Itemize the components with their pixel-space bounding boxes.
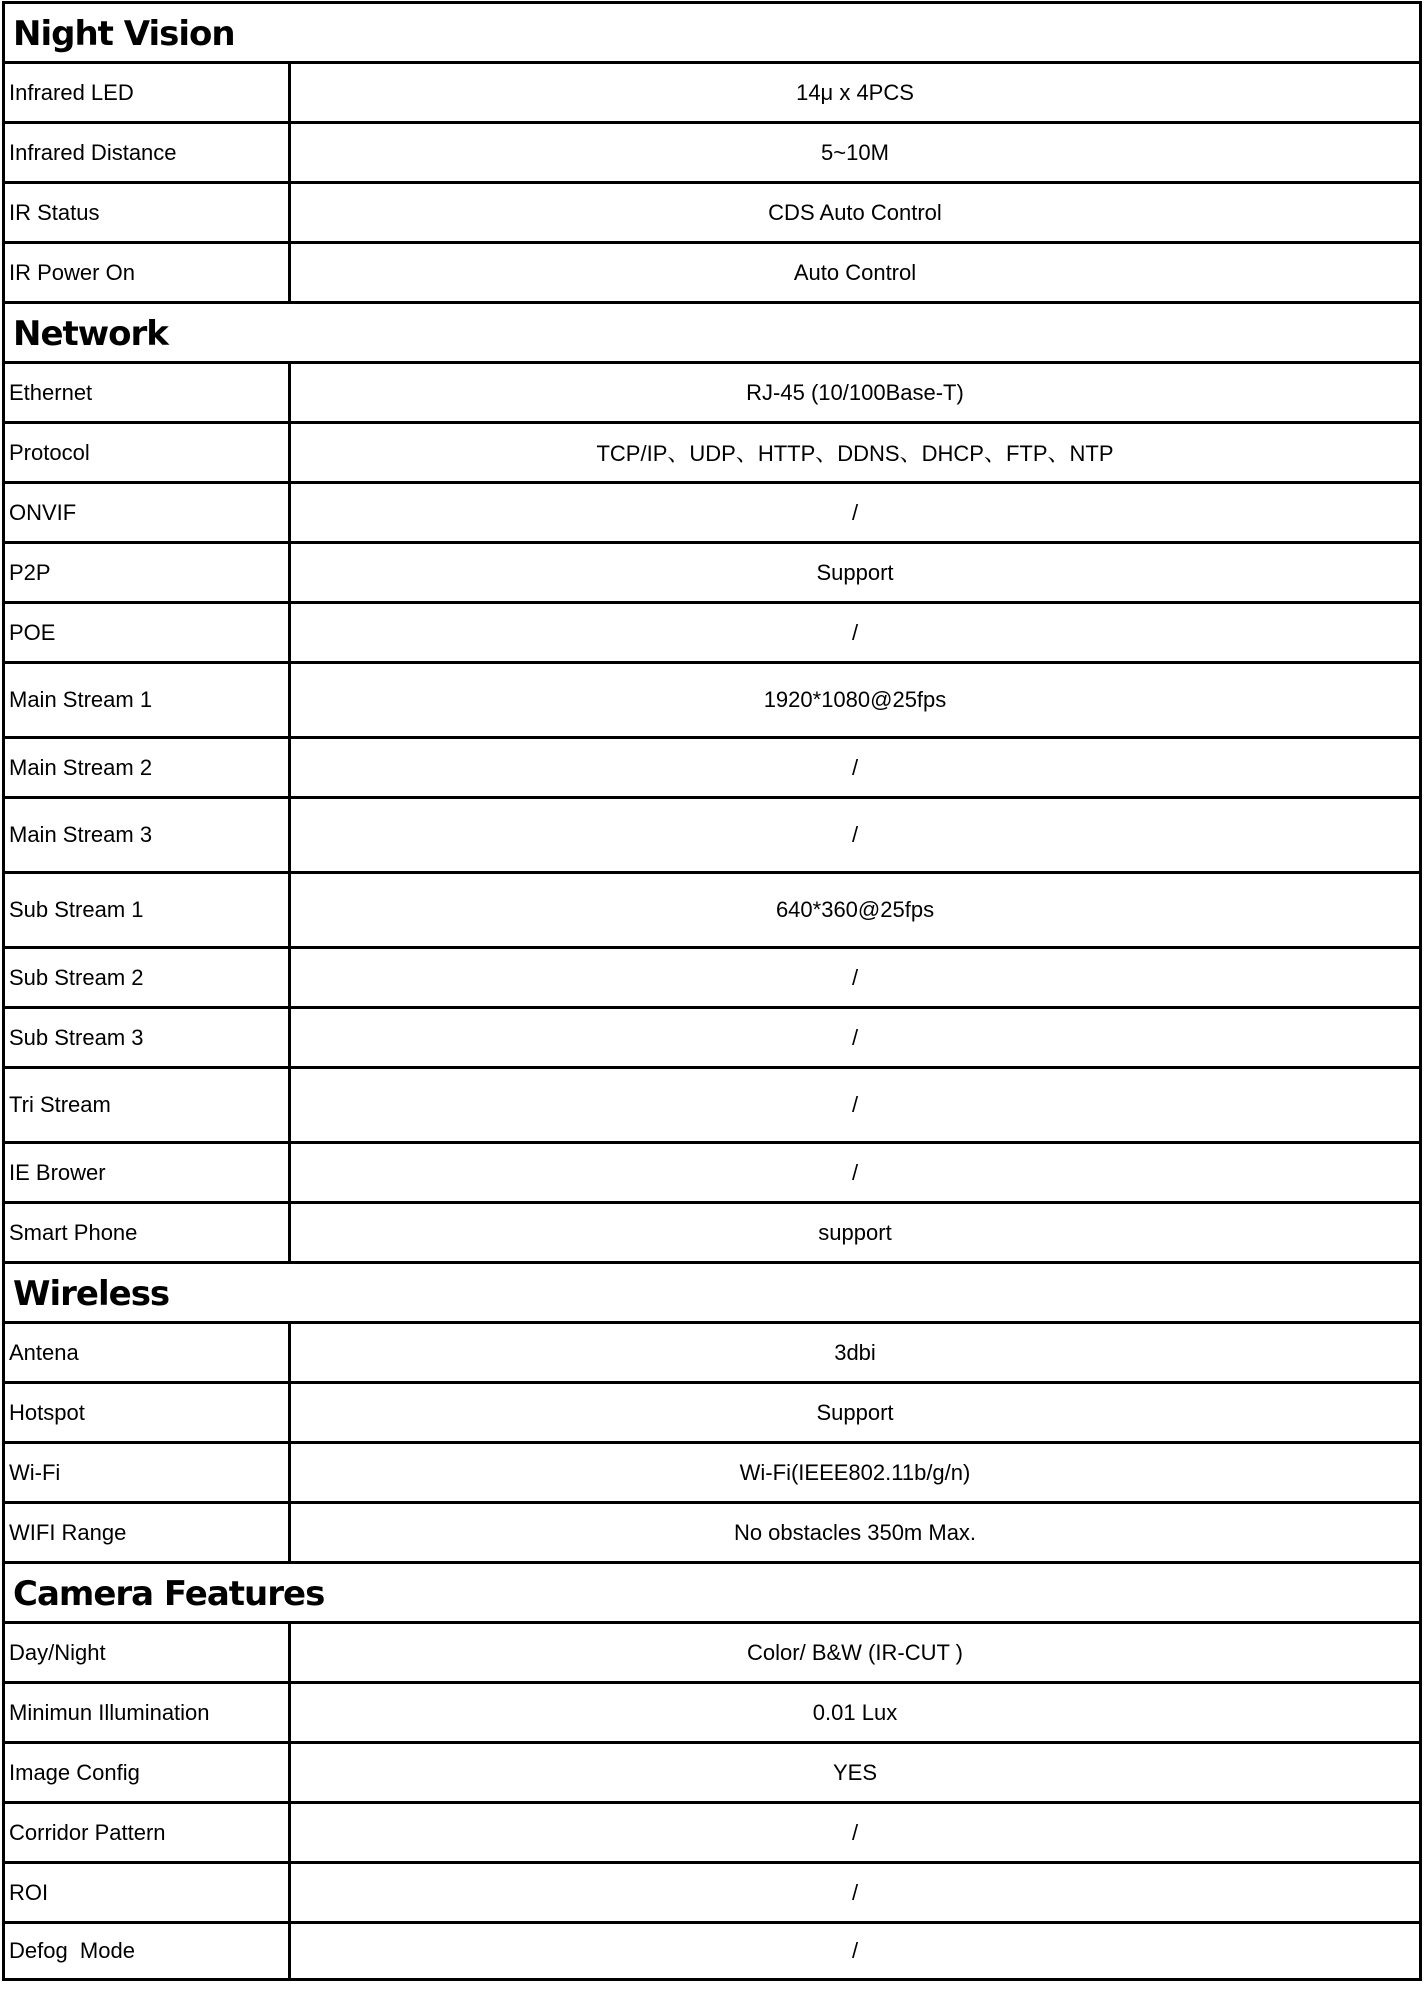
spec-value: 0.01 Lux <box>812 1699 898 1725</box>
spec-label: Protocol <box>5 424 291 481</box>
spec-value: Wi-Fi(IEEE802.11b/g/n) <box>739 1459 971 1485</box>
spec-row-defog-mode <box>2 1921 1422 1981</box>
spec-row-sub-stream-1 <box>2 871 1422 946</box>
spec-row-main-stream-3 <box>2 796 1422 871</box>
spec-row-poe <box>2 601 1422 661</box>
spec-value: No obstacles 350m Max. <box>733 1519 977 1545</box>
section-header-night-vision <box>2 1 1422 61</box>
spec-row-image-config <box>2 1741 1422 1801</box>
spec-label: Main Stream 2 <box>5 739 291 796</box>
spec-value: / <box>851 822 859 847</box>
section-title: Camera Features <box>13 1573 325 1614</box>
spec-value: TCP/IP、UDP、HTTP、DDNS、DHCP、FTP、NTP <box>596 441 1114 466</box>
spec-value: 14μ x 4PCS <box>796 79 914 105</box>
spec-value: CDS Auto Control <box>768 199 942 225</box>
spec-label: Ethernet <box>5 364 291 421</box>
spec-label: Smart Phone <box>5 1204 291 1261</box>
section-title: Night Vision <box>13 13 235 54</box>
section-title: Wireless <box>13 1273 170 1314</box>
spec-value: 5~10M <box>821 139 889 165</box>
spec-row-day-night <box>2 1621 1422 1681</box>
spec-row-wi-fi <box>2 1441 1422 1501</box>
spec-value: / <box>851 1159 859 1185</box>
spec-row-infrared-led <box>2 61 1422 121</box>
section-title: Network <box>13 313 168 354</box>
spec-label: Infrared LED <box>5 64 291 121</box>
spec-row-ethernet <box>2 361 1422 421</box>
spec-label: Corridor Pattern <box>5 1804 291 1861</box>
spec-value: / <box>851 1938 859 1963</box>
spec-value: Support <box>816 1399 894 1425</box>
spec-value: Auto Control <box>793 259 917 285</box>
spec-label: Tri Stream <box>5 1069 291 1141</box>
spec-value: / <box>851 1092 859 1117</box>
spec-label: Sub Stream 3 <box>5 1009 291 1066</box>
spec-label: Antena <box>5 1324 291 1381</box>
spec-row-minimun-illumination <box>2 1681 1422 1741</box>
section-header-camera-features <box>2 1561 1422 1621</box>
spec-label: Wi-Fi <box>5 1444 291 1501</box>
spec-label: Main Stream 3 <box>5 799 291 871</box>
spec-row-p2p <box>2 541 1422 601</box>
spec-row-onvif <box>2 481 1422 541</box>
spec-value: / <box>851 499 859 525</box>
spec-row-infrared-distance <box>2 121 1422 181</box>
spec-label: IR Status <box>5 184 291 241</box>
spec-label: Image Config <box>5 1744 291 1801</box>
spec-label: IE Brower <box>5 1144 291 1201</box>
spec-label: WIFI Range <box>5 1504 291 1561</box>
spec-row-wifi-range <box>2 1501 1422 1561</box>
spec-value: 640*360@25fps <box>775 897 935 922</box>
spec-row-main-stream-1 <box>2 661 1422 736</box>
spec-row-sub-stream-2 <box>2 946 1422 1006</box>
spec-row-ir-power-on <box>2 241 1422 301</box>
spec-value: 1920*1080@25fps <box>763 687 947 712</box>
spec-row-antena <box>2 1321 1422 1381</box>
spec-row-hotspot <box>2 1381 1422 1441</box>
spec-label: Hotspot <box>5 1384 291 1441</box>
section-header-wireless <box>2 1261 1422 1321</box>
spec-label: ROI <box>5 1864 291 1921</box>
spec-value: Support <box>816 559 894 585</box>
spec-row-roi <box>2 1861 1422 1921</box>
spec-label: Infrared Distance <box>5 124 291 181</box>
spec-label: Sub Stream 2 <box>5 949 291 1006</box>
spec-table <box>2 1 1422 1981</box>
spec-row-corridor-pattern <box>2 1801 1422 1861</box>
spec-row-ir-status <box>2 181 1422 241</box>
spec-label: ONVIF <box>5 484 291 541</box>
spec-row-main-stream-2 <box>2 736 1422 796</box>
spec-value: / <box>851 1024 859 1050</box>
spec-label: Day/Night <box>5 1624 291 1681</box>
spec-row-sub-stream-3 <box>2 1006 1422 1066</box>
spec-row-smart-phone <box>2 1201 1422 1261</box>
spec-label: Defog Mode <box>5 1924 291 1978</box>
spec-label: P2P <box>5 544 291 601</box>
spec-value: RJ-45 (10/100Base-T) <box>746 379 964 405</box>
spec-value: / <box>851 619 859 645</box>
spec-value: / <box>851 964 859 990</box>
spec-row-tri-stream <box>2 1066 1422 1141</box>
spec-value: support <box>818 1219 892 1245</box>
spec-value: Color/ B&W (IR-CUT ) <box>747 1639 963 1665</box>
section-header-network <box>2 301 1422 361</box>
spec-row-ie-brower <box>2 1141 1422 1201</box>
spec-label: Main Stream 1 <box>5 664 291 736</box>
spec-value: 3dbi <box>834 1339 876 1365</box>
spec-label: Minimun Illumination <box>5 1684 291 1741</box>
spec-value: / <box>851 754 859 780</box>
spec-label: Sub Stream 1 <box>5 874 291 946</box>
spec-value: / <box>851 1879 859 1905</box>
spec-label: IR Power On <box>5 244 291 301</box>
spec-value: YES <box>832 1759 878 1785</box>
spec-value: / <box>851 1819 859 1845</box>
spec-row-protocol <box>2 421 1422 481</box>
spec-label: POE <box>5 604 291 661</box>
